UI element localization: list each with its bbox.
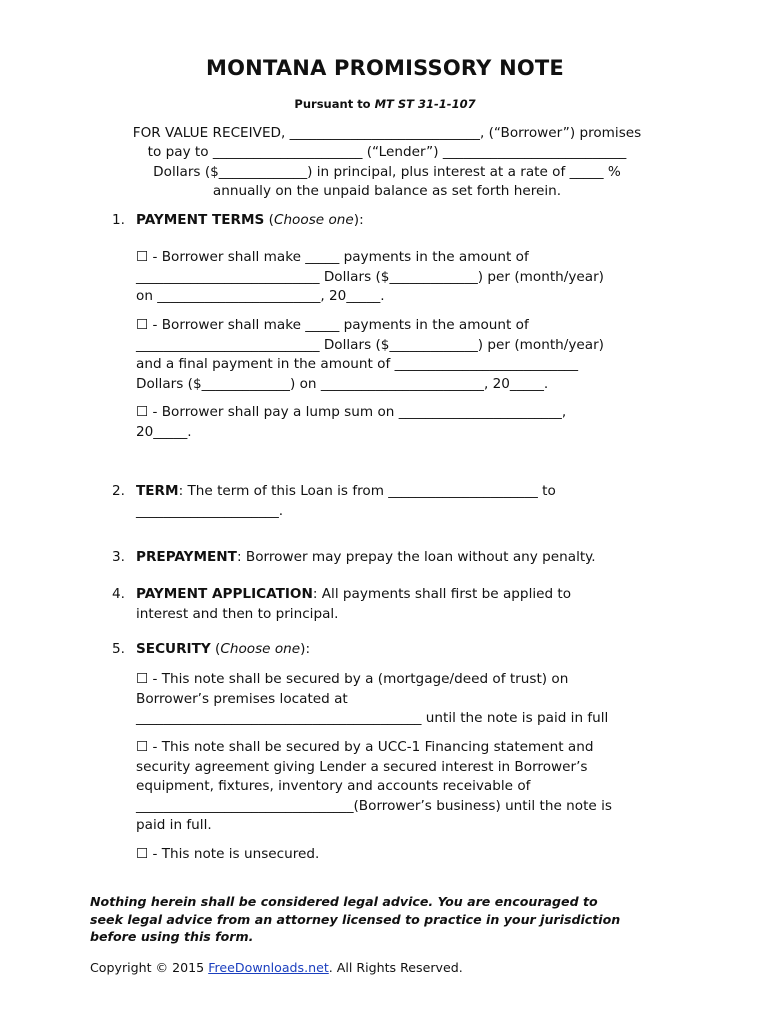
option-line: paid in full.	[136, 817, 212, 833]
option-line: 20_____.	[136, 423, 192, 440]
security-option-mortgage	[136, 670, 681, 729]
section-number: 5.	[112, 641, 125, 657]
checkbox-option-line[interactable]: ☐ - This note shall be secured by a UCC-1 Financing statement and	[136, 739, 594, 755]
checkbox-option-line[interactable]: ☐ - Borrower shall make _____ payments in the amount of	[136, 317, 529, 333]
intro-line: annually on the unpaid balance as set forth herein.	[212, 182, 562, 199]
section-title: PAYMENT APPLICATION	[136, 586, 313, 602]
option-line: ___________________________ Dollars ($_____________) per (month/year)	[136, 336, 604, 353]
page-title: MONTANA PROMISSORY NOTE	[206, 56, 564, 80]
section-number: 3.	[112, 549, 125, 565]
option-line: Borrower’s premises located at	[136, 690, 348, 707]
payment-option-installments-final	[136, 316, 681, 394]
copyright-suffix: . All Rights Reserved.	[328, 960, 463, 975]
section-payment-terms-heading	[112, 211, 682, 231]
security-option-ucc1	[136, 738, 681, 836]
legal-disclaimer	[90, 893, 690, 946]
section-instruction: Choose one	[220, 641, 301, 657]
intro-paragraph	[92, 124, 682, 201]
section-payment-application	[112, 585, 682, 624]
section-title: SECURITY	[136, 641, 211, 657]
copyright-footer	[90, 960, 690, 975]
section-text: : Borrower may prepay the loan without any penalty.	[236, 549, 596, 565]
option-line: and a final payment in the amount of ___________________________	[136, 356, 579, 372]
paren-open: (	[210, 641, 221, 657]
section-instruction: Choose one	[273, 212, 354, 228]
disclaimer-line: seek legal advice from an attorney licensed to practice in your jurisdiction	[90, 911, 621, 927]
section-number: 2.	[112, 483, 125, 499]
statute-prefix: Pursuant to	[294, 97, 375, 111]
checkbox-option-line[interactable]: ☐ - Borrower shall pay a lump sum on ________________________,	[136, 404, 567, 420]
section-title: PAYMENT TERMS	[136, 212, 265, 228]
checkbox-option-line[interactable]: ☐ - This note is unsecured.	[136, 846, 320, 862]
checkbox-option-line[interactable]: ☐ - Borrower shall make _____ payments in the amount of	[136, 249, 529, 265]
disclaimer-line: Nothing herein shall be considered legal advice. You are encouraged to	[90, 894, 598, 909]
option-line: on ________________________, 20_____.	[136, 288, 385, 304]
section-text-line: _____________________.	[136, 502, 284, 519]
section-number: 4.	[112, 586, 125, 602]
disclaimer-line: before using this form.	[90, 929, 254, 944]
paren-open: (	[264, 212, 274, 228]
intro-line: FOR VALUE RECEIVED, ____________________________, (“Borrower”) promises	[132, 125, 642, 141]
option-line: ___________________________ Dollars ($_____________) per (month/year)	[136, 268, 604, 285]
intro-line: to pay to ______________________ (“Lender”) ___________________________	[147, 144, 627, 161]
section-term	[112, 482, 682, 521]
section-security-heading	[112, 640, 682, 660]
section-title: TERM	[136, 483, 179, 499]
statute-reference	[0, 97, 770, 111]
option-line: equipment, fixtures, inventory and accounts receivable of	[136, 778, 531, 794]
section-number: 1.	[112, 212, 125, 228]
paren-close: ):	[353, 212, 364, 228]
statute-citation: MT ST 31-1-107	[374, 97, 476, 111]
intro-line: Dollars ($_____________) in principal, plus interest at a rate of _____ %	[153, 163, 621, 180]
source-link[interactable]: FreeDownloads.net	[208, 960, 329, 975]
option-line: ________________________________(Borrower’s business) until the note is	[136, 797, 612, 814]
section-text-line: interest and then to principal.	[136, 605, 339, 622]
security-option-unsecured	[136, 845, 681, 865]
option-line: __________________________________________ until the note is paid in full	[136, 710, 609, 726]
payment-option-lump-sum	[136, 403, 681, 442]
copyright-prefix: Copyright © 2015	[90, 960, 209, 975]
option-line: security agreement giving Lender a secured interest in Borrower’s	[136, 758, 588, 775]
paren-close: ):	[300, 641, 311, 657]
option-line: Dollars ($_____________) on ________________________, 20_____.	[136, 375, 549, 392]
section-prepayment	[112, 548, 682, 568]
checkbox-option-line[interactable]: ☐ - This note shall be secured by a (mortgage/deed of trust) on	[136, 671, 569, 687]
section-text: : All payments shall first be applied to	[312, 586, 572, 602]
payment-option-installments	[136, 248, 681, 307]
section-title: PREPAYMENT	[136, 549, 237, 565]
section-text: : The term of this Loan is from ______________________ to	[178, 483, 556, 499]
